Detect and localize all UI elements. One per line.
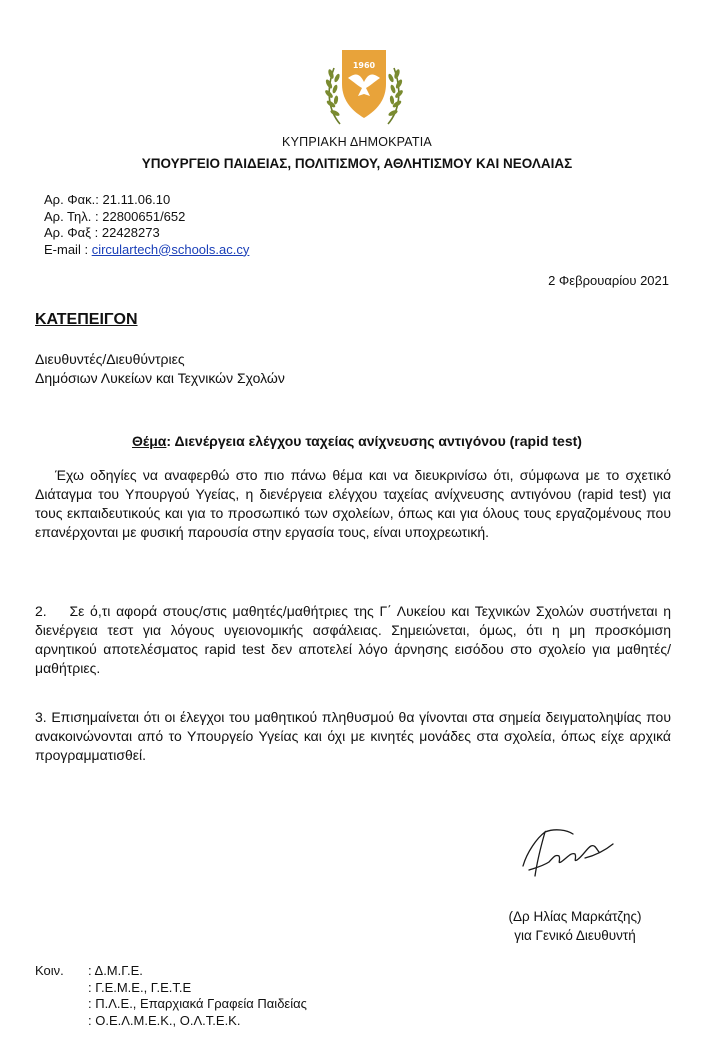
cc-item: : Δ.Μ.Γ.Ε. xyxy=(88,963,143,978)
copies-block xyxy=(35,963,307,1029)
cc-item: : Γ.Ε.Μ.Ε., Γ.Ε.Τ.Ε xyxy=(88,979,192,995)
signer-block xyxy=(470,907,680,945)
cc-row xyxy=(35,996,307,1013)
cc-label-spacer xyxy=(35,1013,88,1030)
signer-role: για Γενικό Διευθυντή xyxy=(514,928,636,943)
recipients-line-2: Δημόσιων Λυκείων και Τεχνικών Σχολών xyxy=(35,370,285,386)
cc-row xyxy=(35,980,307,997)
republic-title: ΚΥΠΡΙΑΚΗ ΔΗΜΟΚΡΑΤΙΑ xyxy=(282,135,432,149)
recipients xyxy=(35,350,285,388)
signer-name: (Δρ Ηλίας Μαρκάτζης) xyxy=(508,909,642,924)
handwritten-signature-icon xyxy=(515,822,619,882)
telephone-value: 22800651/652 xyxy=(102,208,186,224)
cc-row xyxy=(35,1013,307,1030)
document-date: 2 Φεβρουαρίου 2021 xyxy=(548,273,669,288)
subject-separator: : xyxy=(166,433,172,449)
file-number-row xyxy=(44,192,249,209)
fax-value: 22428273 xyxy=(101,225,160,240)
telephone-row xyxy=(44,209,249,226)
subject-label: Θέμα xyxy=(132,433,167,449)
telephone-label: Αρ. Τηλ. : xyxy=(44,208,99,224)
body-paragraph-1: Έχω οδηγίες να αναφερθώ στο πιο πάνω θέμα και να διευκρινίσω ότι, σύμφωνα με το σχετικό Διάταγμα του Υπουργού Υγείας, η διενέργεια ελέγχου ταχείας ανίχνευσης αντιγόνου (rapid test) για τους εκπαιδευτικούς και για το προσωπικό των σχολείων, όπως και για όλους τους εργαζομένους που επανέρχονται με φυσική παρουσία στην εργασία τους, είναι υποχρεωτική. xyxy=(35,467,671,540)
cc-item: : Ο.Ε.Λ.Μ.Ε.Κ., Ο.Λ.Τ.Ε.Κ. xyxy=(88,1012,241,1028)
cc-label: Κοιν. xyxy=(35,963,64,978)
file-number-value: 21.11.06.10 xyxy=(102,192,171,207)
file-number-label: Αρ. Φακ.: xyxy=(44,192,99,207)
subject-line xyxy=(0,433,714,449)
email-row xyxy=(44,242,249,259)
body-paragraph-3: 3. Επισημαίνεται ότι οι έλεγχοι του μαθητικού πληθυσμού θα γίνονται στα σημεία δειγματοληψίας που ανακοινώνονται από το Υπουργείο Υγείας και όχι με κινητές μονάδες στα σχολεία, όπως είχε αρχικά προγραμματισθεί. xyxy=(35,709,671,763)
fax-row xyxy=(44,225,249,242)
cc-label-spacer xyxy=(35,996,88,1013)
recipients-line-1: Διευθυντές/Διευθύντριες xyxy=(35,351,185,367)
cyprus-coat-of-arms-icon xyxy=(318,44,410,130)
email-link[interactable]: circulartech@schools.ac.cy xyxy=(91,241,250,257)
reference-block xyxy=(44,192,249,258)
cc-row xyxy=(35,963,307,980)
svg-text:1960: 1960 xyxy=(352,61,376,70)
email-label: E-mail : xyxy=(44,241,89,257)
fax-label: Αρ. Φαξ : xyxy=(44,225,99,240)
urgent-heading: ΚΑΤΕΠΕΙΓΟΝ xyxy=(35,311,138,328)
ministry-title: ΥΠΟΥΡΓΕΙΟ ΠΑΙΔΕΙΑΣ, ΠΟΛΙΤΙΣΜΟΥ, ΑΘΛΗΤΙΣΜΟΥ ΚΑΙ ΝΕΟΛΑΙΑΣ xyxy=(141,156,573,171)
cc-item: : Π.Λ.Ε., Επαρχιακά Γραφεία Παιδείας xyxy=(88,996,307,1011)
cc-label-spacer xyxy=(35,980,88,997)
subject-text: Διενέργεια ελέγχου ταχείας ανίχνευσης αντιγόνου (rapid test) xyxy=(171,433,582,449)
body-paragraph-2: 2. Σε ό,τι αφορά στους/στις μαθητές/μαθήτριες της Γ΄ Λυκείου και Τεχνικών Σχολών συστήνεται η διενέργεια τεστ για λόγους υγειονομικής ασφάλειας. Σημειώνεται, όμως, ότι η μη προσκόμιση αρνητικού αποτελέσματος rapid test δεν αποτελεί λόγο άρνησης εισόδου στο σχολείο για μαθητές/μαθήτριες. xyxy=(35,603,675,676)
